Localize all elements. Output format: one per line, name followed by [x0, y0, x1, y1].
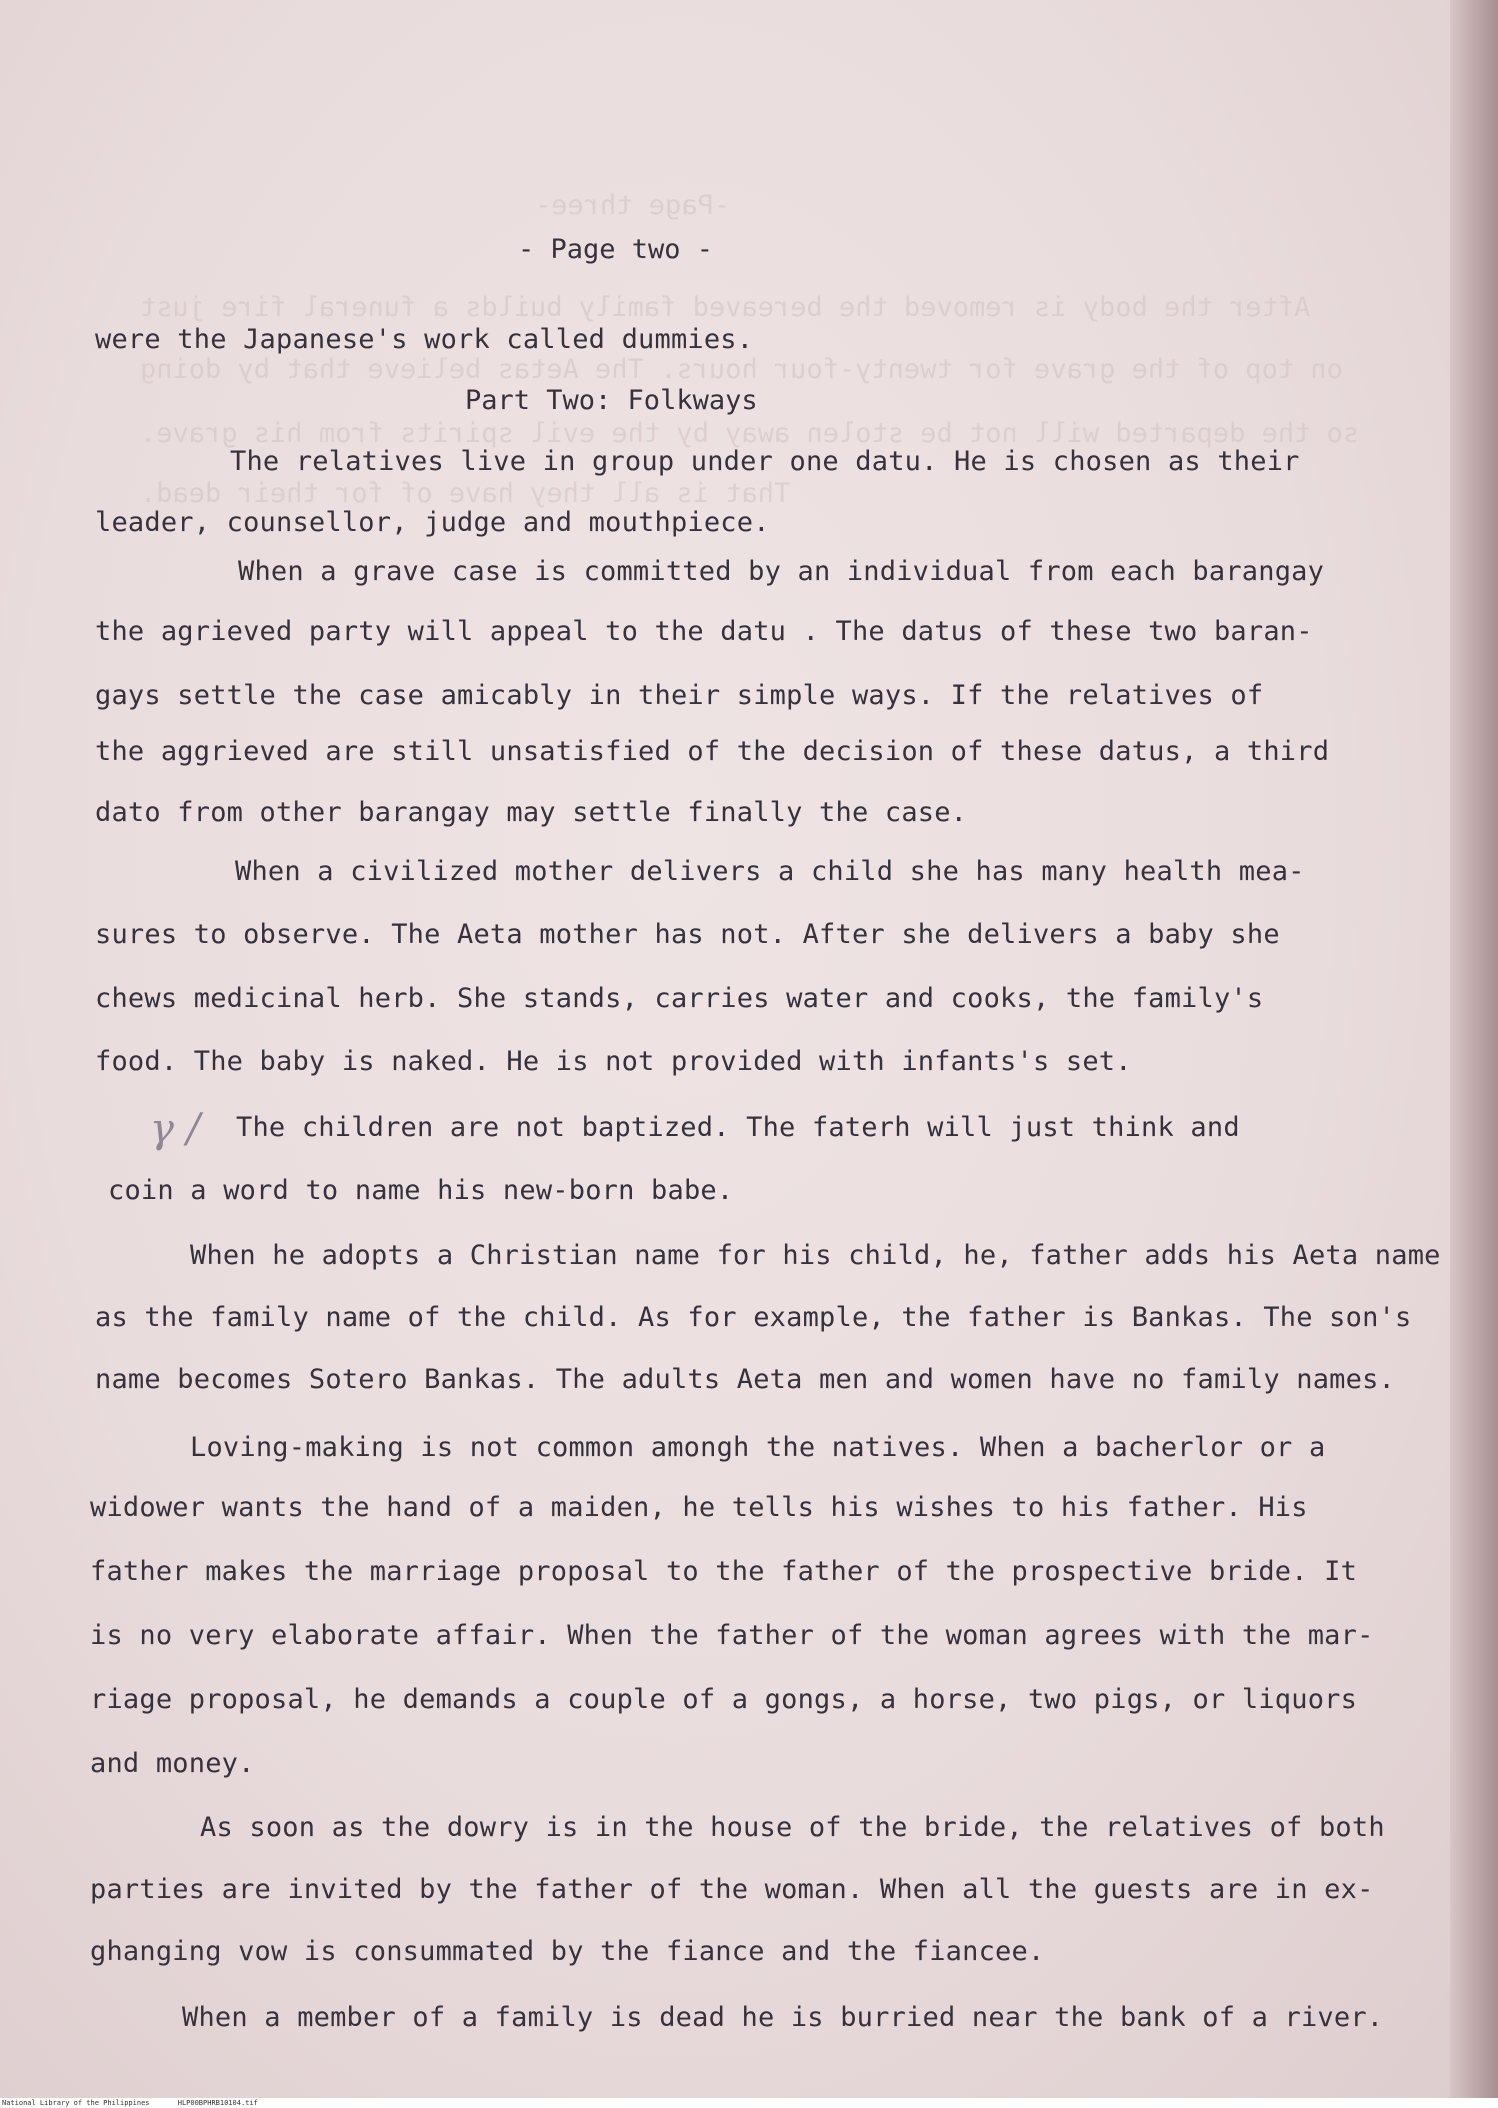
text-line: and money. [90, 1748, 255, 1779]
bleed-through-line: -Page three- [535, 190, 731, 221]
bleed-through-line: That is all they have of for their dead. [140, 478, 791, 509]
text-line: chews medicinal herb. She stands, carries water and cooks, the family's [95, 983, 1264, 1014]
text-line: is no very elaborate affair. When the father of the woman agrees with the mar- [90, 1620, 1374, 1651]
text-line: When a civilized mother delivers a child she has many health mea- [235, 856, 1305, 887]
pencil-annotation: γ / [150, 1106, 201, 1152]
text-line: When a grave case is committed by an individual from each barangay [238, 556, 1325, 587]
text-line: coin a word to name his new-born babe. [108, 1175, 734, 1206]
text-line: When a member of a family is dead he is burried near the bank of a river. [182, 2002, 1384, 2033]
scan-footer [0, 2098, 1498, 2108]
section-title: Part Two: Folkways [465, 385, 758, 416]
bleed-through-line: on top of the grave for twenty-four hours. The Aetas believe that by doing [140, 354, 1343, 385]
text-line: leader, counsellor, judge and mouthpiece. [95, 507, 770, 538]
text-line: were the Japanese's work called dummies. [95, 324, 754, 355]
text-line: When he adopts a Christian name for his child, he, father adds his Aeta name [190, 1240, 1441, 1271]
text-line: The children are not baptized. The faterh will just think and [236, 1112, 1240, 1143]
text-line: food. The baby is naked. He is not provided with infants's set. [95, 1046, 1132, 1077]
bleed-through-line: After the body is removed the bereaved family builds a funeral fire just [140, 292, 1311, 323]
text-line: the aggrieved are still unsatisfied of the decision of these datus, a third [95, 736, 1330, 767]
text-line: Loving-making is not common amongh the natives. When a bacherlor or a [190, 1432, 1326, 1463]
text-line: ghanging vow is consummated by the fiance and the fiancee. [90, 1936, 1045, 1967]
footer-library: National Library of the Philippines [2, 2099, 150, 2107]
text-line: The relatives live in group under one datu. He is chosen as their [230, 446, 1300, 477]
text-line: widower wants the hand of a maiden, he tells his wishes to his father. His [90, 1492, 1308, 1523]
text-line: dato from other barangay may settle finally the case. [95, 797, 968, 828]
text-line: father makes the marriage proposal to the father of the prospective bride. It [90, 1556, 1358, 1587]
text-line: sures to observe. The Aeta mother has not. After she delivers a baby she [95, 919, 1280, 950]
text-line: parties are invited by the father of the woman. When all the guests are in ex- [90, 1874, 1374, 1905]
bleed-through-line: so the departed will not be stolen away by the evil spirits from his grave. [140, 418, 1360, 449]
text-line: the agrieved party will appeal to the datu . The datus of these two baran- [95, 616, 1313, 647]
text-line: gays settle the case amicably in their simple ways. If the relatives of [95, 680, 1264, 711]
footer-file: HLP00BPHRB10104.tif [177, 2099, 258, 2107]
text-line: riage proposal, he demands a couple of a gongs, a horse, two pigs, or liquors [90, 1684, 1358, 1715]
page-header: - Page two - [518, 234, 714, 265]
text-line: name becomes Sotero Bankas. The adults Aeta men and women have no family names. [95, 1364, 1395, 1395]
text-line: as the family name of the child. As for example, the father is Bankas. The son's [95, 1302, 1412, 1333]
text-line: As soon as the dowry is in the house of the bride, the relatives of both [200, 1812, 1385, 1843]
book-binding-edge [1450, 0, 1498, 2098]
